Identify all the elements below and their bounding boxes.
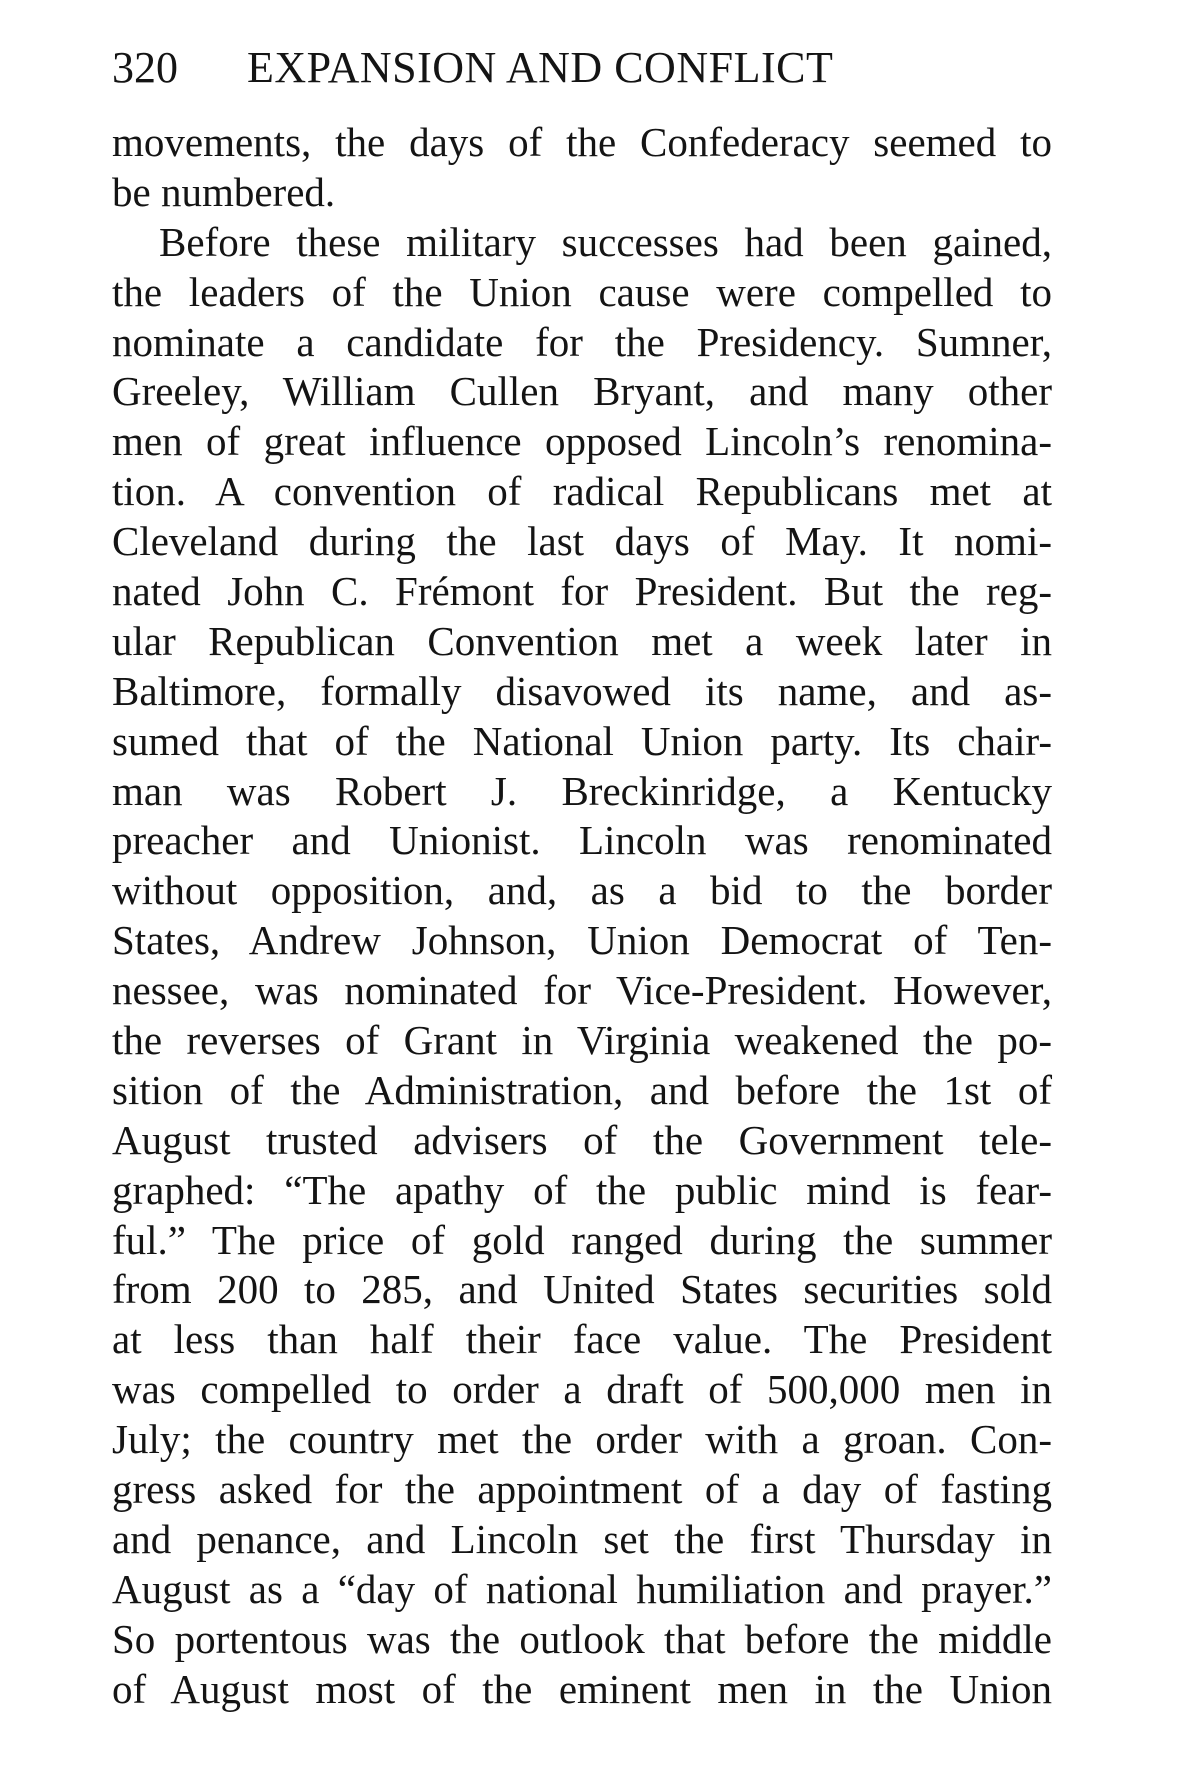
text-line: the reverses of Grant in Virginia weakened the po- [112,1017,1052,1064]
text-line: was compelled to order a draft of 500,000 men in [112,1366,1052,1413]
text-line: men of great influence opposed Lincoln’s renomina- [112,418,1052,465]
text-line: man was Robert J. Breckinridge, a Kentucky [112,767,1052,814]
text-line: graphed: “The apathy of the public mind is fear- [112,1166,1052,1213]
text-line: from 200 to 285, and United States securities sold [112,1266,1052,1313]
text-line: August trusted advisers of the Government tele- [112,1116,1052,1163]
text-line: States, Andrew Johnson, Union Democrat of Ten- [112,917,1052,964]
text-line: and penance, and Lincoln set the first Thursday in [112,1515,1052,1562]
text-line: Greeley, William Cullen Bryant, and many other [112,368,1052,415]
text-line: the leaders of the Union cause were compelled to [112,268,1052,315]
body-text [112,118,1052,1715]
running-head [112,38,1072,98]
text-line: Cleveland during the last days of May. It nomi- [112,518,1052,565]
text-line: be numbered. [112,168,336,215]
text-line: So portentous was the outlook that before the middle [112,1615,1052,1662]
text-line: Baltimore, formally disavowed its name, and as- [112,667,1052,714]
text-line: sition of the Administration, and before the 1st of [112,1066,1052,1113]
text-line: tion. A convention of radical Republicans met at [112,468,1052,515]
text-line: ful.” The price of gold ranged during the summer [112,1216,1052,1263]
text-line: sumed that of the National Union party. Its chair- [112,717,1052,764]
text-line: nessee, was nominated for Vice-President. However, [112,967,1052,1014]
text-line: nated John C. Frémont for President. But the reg- [112,568,1052,615]
text-line: preacher and Unionist. Lincoln was renominated [112,817,1052,864]
text-line: August as a “day of national humiliation and prayer.” [112,1565,1052,1612]
text-line: July; the country met the order with a groan. Con- [112,1416,1052,1463]
text-line: Before these military successes had been gained, [159,218,1052,265]
text-line: at less than half their face value. The President [112,1316,1052,1363]
text-line: gress asked for the appointment of a day of fasting [112,1466,1052,1513]
text-line: movements, the days of the Confederacy seemed to [112,119,1052,165]
text-line: of August most of the eminent men in the Union [112,1665,1052,1712]
text-line: ular Republican Convention met a week later in [112,617,1052,664]
running-title: EXPANSION AND CONFLICT [247,43,834,92]
text-line: without opposition, and, as a bid to the border [112,867,1052,914]
page-number: 320 [112,43,178,92]
text-line: nominate a candidate for the Presidency. Sumner, [112,318,1052,365]
